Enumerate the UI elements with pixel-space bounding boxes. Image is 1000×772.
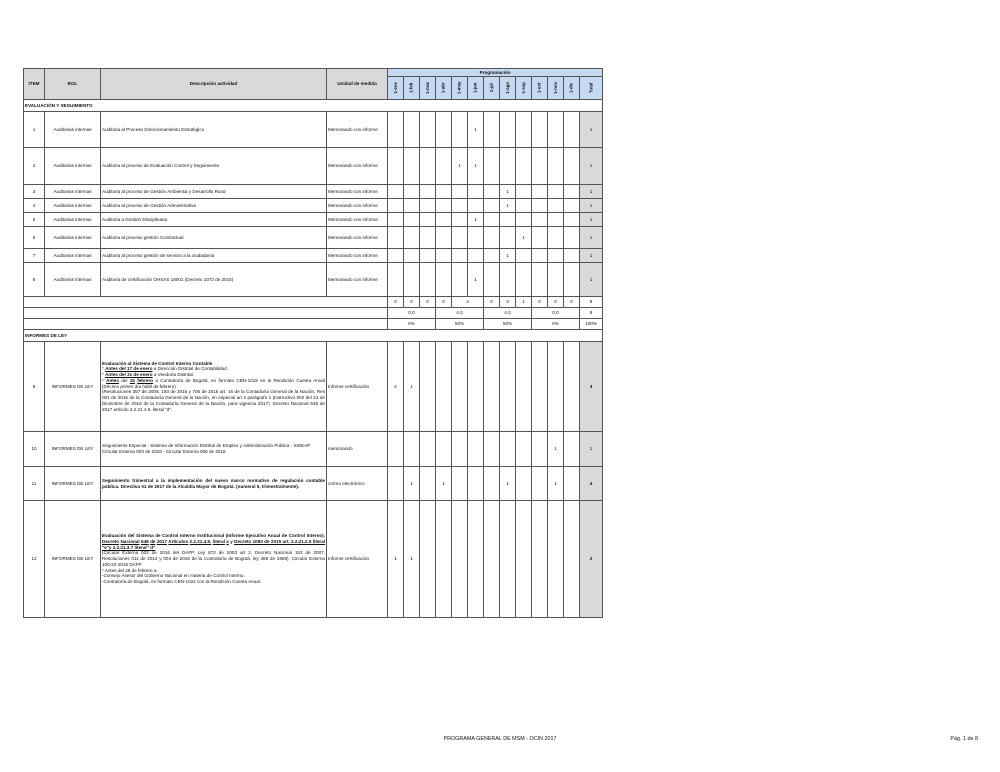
month-cell: [388, 432, 404, 467]
month-cell: [532, 227, 548, 249]
header-month: 1-ene: [388, 77, 404, 100]
month-cell: 1: [500, 199, 516, 213]
month-cell: [532, 148, 548, 185]
month-cell: [564, 227, 580, 249]
month-cell: [436, 249, 452, 263]
description-line: (Circular Externa 003 de 2016 del DAFP, Ley 872 de 2003 art 2, Decreto Nacional 153 de 2007, Resoluciones 011 de 2014 y 004 de 2016 de la Contraloría de Bogotá, ley 489 de 1998), Circular Externa 100-22-2016 DAFP: [102, 550, 325, 567]
month-cell: [420, 227, 436, 249]
item-cell: 12: [24, 501, 45, 618]
month-cell: [516, 501, 532, 618]
header-rol: ROL: [45, 69, 101, 100]
section-title-evaluacion: EVALUACIÓN Y SEGUIMIENTO: [24, 100, 603, 112]
month-cell: [420, 432, 436, 467]
unit-cell: Memorando con informe: [327, 199, 388, 213]
month-cell: [484, 501, 500, 618]
description-cell: Auditoria a Gestión Disciplinaria: [101, 213, 327, 227]
month-cell: [564, 148, 580, 185]
month-cell: [436, 112, 452, 148]
month-cell: [436, 342, 452, 432]
month-cell: 1: [516, 227, 532, 249]
month-cell: [404, 249, 420, 263]
rol-cell: Auditorias internas: [45, 263, 101, 297]
month-cell: [532, 185, 548, 199]
month-cell: [516, 342, 532, 432]
rol-cell: INFORMES DE LEY: [45, 342, 101, 432]
month-cell: [436, 148, 452, 185]
unit-cell: Memorando con informe: [327, 249, 388, 263]
header-month: 1-dic: [564, 77, 580, 100]
unit-cell: Memorando con informe: [327, 227, 388, 249]
month-cell: [388, 467, 404, 501]
month-cell: [468, 501, 484, 618]
month-cell: 1: [452, 148, 468, 185]
month-cell: [500, 501, 516, 618]
month-cell: [548, 227, 564, 249]
month-cell: 1: [404, 342, 420, 432]
month-cell: [500, 148, 516, 185]
header-month: 1-oct: [532, 77, 548, 100]
month-cell: [404, 432, 420, 467]
month-cell: [452, 342, 468, 432]
item-cell: 10: [24, 432, 45, 467]
sum-row: [24, 297, 603, 308]
percent-cell: 0%: [388, 319, 436, 330]
total-cell: 2: [580, 501, 603, 618]
description-title: Evaluación del Sistema de Control Interno Institucional (Informe Ejecutivo Anual de Control Interno). Decreto Nacional 648 de 2017 Artículos 2.2.21.4.9. literal a y Decreto 1083 de 2015 art. 2.2.21.2.5 literal "e"y 2.2.21.3.7 literal" d": [102, 533, 326, 550]
month-cell: [388, 213, 404, 227]
month-cell: 2: [388, 342, 404, 432]
month-cell: [532, 112, 548, 148]
month-cell: [548, 185, 564, 199]
table-row: [24, 227, 603, 249]
sum-cell: 3: [500, 297, 516, 308]
month-cell: 1: [548, 467, 564, 501]
unit-cell: Memorando con informe: [327, 213, 388, 227]
month-cell: [564, 467, 580, 501]
month-cell: [420, 263, 436, 297]
month-cell: [468, 432, 484, 467]
header-month: 1-may: [452, 77, 468, 100]
month-cell: [436, 227, 452, 249]
month-cell: [516, 432, 532, 467]
unit-cell: Memorando con informe: [327, 263, 388, 297]
month-cell: [452, 199, 468, 213]
month-cell: [500, 227, 516, 249]
month-cell: [436, 213, 452, 227]
item-cell: 11: [24, 467, 45, 501]
quarter-total: 8: [580, 308, 603, 319]
month-cell: [484, 263, 500, 297]
month-cell: 1: [388, 501, 404, 618]
sum-cell: 0: [436, 297, 452, 308]
total-cell: 1: [580, 263, 603, 297]
description-line: -Consejo Asesor del Gobierno Nacional en materia de Control Interno.: [102, 573, 245, 579]
rol-cell: Auditorias internas: [45, 112, 101, 148]
rol-cell: INFORMES DE LEY: [45, 432, 101, 467]
unit-cell: Memorando con informe: [327, 148, 388, 185]
month-cell: [404, 199, 420, 213]
month-cell: 1: [404, 501, 420, 618]
month-cell: [388, 185, 404, 199]
month-cell: [564, 342, 580, 432]
table-row: [24, 199, 603, 213]
unit-cell: Memorando con informe: [327, 185, 388, 199]
header-descripcion: Descripción actividad: [101, 69, 327, 100]
description-line: * Antes del 15 febrero a Contraloría de Bogotá, en formato CBN-1019 en la Rendición Cuenta Anual (Décimo primer día hábil de febrero): [102, 377, 325, 389]
month-cell: [404, 112, 420, 148]
month-cell: [548, 199, 564, 213]
sum-cell: 0: [548, 297, 564, 308]
table-row: [24, 501, 603, 618]
description-cell: [101, 501, 327, 618]
month-cell: [532, 199, 548, 213]
month-cell: [404, 227, 420, 249]
description-line: * Antes del 31 de enero a Veeduría Distrital.: [102, 372, 194, 378]
sum-cell: 4: [452, 297, 484, 308]
month-cell: [484, 199, 500, 213]
percent-cell: 0%: [532, 319, 580, 330]
description-cell: [101, 342, 327, 432]
month-cell: [484, 342, 500, 432]
month-cell: [532, 467, 548, 501]
table-row: [24, 112, 603, 148]
item-cell: 2: [24, 148, 45, 185]
month-cell: 1: [436, 467, 452, 501]
month-cell: 1: [500, 249, 516, 263]
month-cell: 1: [468, 148, 484, 185]
month-cell: [500, 432, 516, 467]
month-cell: [468, 342, 484, 432]
month-cell: [548, 501, 564, 618]
rol-cell: Auditorias internas: [45, 185, 101, 199]
description-cell: Auditoria al proceso de Gestión Ambiental y Desarrollo Rural: [101, 185, 327, 199]
item-cell: 3: [24, 185, 45, 199]
percent-row: [24, 319, 603, 330]
total-cell: 1: [580, 227, 603, 249]
table-row: [24, 213, 603, 227]
table-row: [24, 185, 603, 199]
quarter-cell: 0,0: [532, 308, 580, 319]
month-cell: [468, 249, 484, 263]
unit-cell: correo electrónico: [327, 467, 388, 501]
rol-cell: INFORMES DE LEY: [45, 501, 101, 618]
footer-page-number: Pág. 1 de 8: [950, 736, 978, 742]
table-row: [24, 148, 603, 185]
month-cell: [500, 263, 516, 297]
month-cell: [564, 112, 580, 148]
month-cell: [420, 112, 436, 148]
month-cell: [452, 185, 468, 199]
month-cell: 1: [500, 185, 516, 199]
month-cell: [388, 148, 404, 185]
month-cell: [404, 148, 420, 185]
description-line: Seguimiento Especial - Sistema de Información Distrital de Empleo y Administración Pública - SIDEAP: [102, 443, 311, 449]
table-row: [24, 249, 603, 263]
sum-cell: 0: [420, 297, 436, 308]
header-unidad: Unidad de medida: [327, 69, 388, 100]
month-cell: [420, 249, 436, 263]
month-cell: [452, 501, 468, 618]
sum-cell: 0: [564, 297, 580, 308]
table-row: [24, 432, 603, 467]
month-cell: [436, 199, 452, 213]
month-cell: [516, 148, 532, 185]
month-cell: [532, 432, 548, 467]
month-cell: [516, 263, 532, 297]
month-cell: [548, 213, 564, 227]
month-cell: [484, 148, 500, 185]
description-line: -Contraloría de Bogotá, en formato CBN-1022 con la Rendición Cuenta Anual.: [102, 579, 262, 585]
sum-cell: 0: [532, 297, 548, 308]
rol-cell: Auditorias internas: [45, 213, 101, 227]
month-cell: [500, 342, 516, 432]
total-cell: 1: [580, 112, 603, 148]
item-cell: 8: [24, 263, 45, 297]
item-cell: 7: [24, 249, 45, 263]
month-cell: [436, 185, 452, 199]
month-cell: [484, 112, 500, 148]
month-cell: [420, 185, 436, 199]
total-cell: 3: [580, 342, 603, 432]
month-cell: [564, 185, 580, 199]
unit-cell: Memorando con informe: [327, 112, 388, 148]
sum-cell: 0: [484, 297, 500, 308]
month-cell: [468, 185, 484, 199]
description-cell: Auditoria al Proceso Direccionamiento Estratégico: [101, 112, 327, 148]
month-cell: [532, 342, 548, 432]
description-line: * Antes del 28 de febrero a:: [102, 567, 158, 573]
month-cell: [516, 185, 532, 199]
section-title-informes: INFORMES DE LEY: [24, 330, 603, 342]
description-cell: Seguimiento trimestral a la implementación del nuevo marco normativo de regulación contable pública. Directiva 01 de 2017 de la Alcaldía Mayor de Bogotá. (numeral 5, trimestralmente).: [101, 467, 327, 501]
header-item: ITEM: [24, 69, 45, 100]
item-cell: 6: [24, 227, 45, 249]
header-month: 1-nov: [548, 77, 564, 100]
header-programacion: Programación: [388, 69, 603, 77]
quarter-cell: 0,0: [388, 308, 436, 319]
month-cell: 1: [468, 213, 484, 227]
month-cell: [388, 263, 404, 297]
rol-cell: INFORMES DE LEY: [45, 467, 101, 501]
item-cell: 5: [24, 213, 45, 227]
quarter-row: [24, 308, 603, 319]
month-cell: [388, 249, 404, 263]
month-cell: [548, 249, 564, 263]
month-cell: [548, 342, 564, 432]
description-cell: Auditoria al proceso gestión de servicio a la ciudadanía: [101, 249, 327, 263]
header-month: 1-jun: [468, 77, 484, 100]
unit-cell: Informe certificación: [327, 342, 388, 432]
percent-total: 100%: [580, 319, 603, 330]
month-cell: 1: [404, 467, 420, 501]
month-cell: [436, 263, 452, 297]
month-cell: [452, 263, 468, 297]
quarter-cell: 4,0: [484, 308, 532, 319]
month-cell: [516, 112, 532, 148]
description-title: Evaluación al Sistema de Control Interno Contable: [102, 360, 213, 366]
month-cell: [516, 213, 532, 227]
month-cell: [436, 432, 452, 467]
month-cell: [484, 185, 500, 199]
month-cell: [420, 501, 436, 618]
month-cell: 1: [468, 112, 484, 148]
month-cell: [516, 249, 532, 263]
footer-title: PROGRAMA GENERAL DE MSM - OCIN 2017: [443, 736, 557, 742]
month-cell: [452, 227, 468, 249]
item-cell: 9: [24, 342, 45, 432]
header-total: Total: [580, 77, 603, 100]
header-month: 1-jul: [484, 77, 500, 100]
month-cell: [452, 213, 468, 227]
total-cell: 1: [580, 249, 603, 263]
month-cell: [532, 501, 548, 618]
header-month: 1-abr: [436, 77, 452, 100]
item-cell: 1: [24, 112, 45, 148]
total-cell: 1: [580, 213, 603, 227]
month-cell: [452, 432, 468, 467]
description-cell: Auditoria de certificación OHSAS 18001 (Decreto 1072 de 2015): [101, 263, 327, 297]
month-cell: [420, 148, 436, 185]
month-cell: [388, 227, 404, 249]
program-table: [23, 68, 603, 618]
month-cell: [516, 467, 532, 501]
header-month: 1-sep: [516, 77, 532, 100]
table-row: [24, 342, 603, 432]
month-cell: [420, 213, 436, 227]
month-cell: [532, 263, 548, 297]
month-cell: [484, 227, 500, 249]
month-cell: [388, 199, 404, 213]
month-cell: [420, 467, 436, 501]
rol-cell: Auditorias internas: [45, 199, 101, 213]
month-cell: [516, 199, 532, 213]
description-cell: Auditoria al proceso de Gestión Administrativa: [101, 199, 327, 213]
quarter-cell: 4,0: [436, 308, 484, 319]
month-cell: [484, 249, 500, 263]
header-month: 1-feb: [404, 77, 420, 100]
header-month: 1-ago: [500, 77, 516, 100]
month-cell: [564, 213, 580, 227]
month-cell: [420, 199, 436, 213]
month-cell: [404, 213, 420, 227]
month-cell: [564, 249, 580, 263]
table-row: [24, 467, 603, 501]
month-cell: [500, 213, 516, 227]
month-cell: [468, 199, 484, 213]
month-cell: [468, 227, 484, 249]
description-line: * Antes del 17 de enero a Dirección Distrital de Contabilidad.: [102, 366, 228, 372]
month-cell: [532, 213, 548, 227]
month-cell: [548, 112, 564, 148]
month-cell: [564, 501, 580, 618]
sum-cell: 1: [516, 297, 532, 308]
month-cell: [500, 112, 516, 148]
unit-cell: memorando: [327, 432, 388, 467]
month-cell: 1: [548, 432, 564, 467]
month-cell: [564, 199, 580, 213]
header-month: 1-mar: [420, 77, 436, 100]
rol-cell: Auditorias internas: [45, 227, 101, 249]
month-cell: [452, 112, 468, 148]
unit-cell: Informe certificación: [327, 501, 388, 618]
sum-total: 8: [580, 297, 603, 308]
month-cell: [548, 148, 564, 185]
description-line: (Resoluciones 357 de 2008, 193 de 2016 y 706 de 2016 art. 16 de la Contaduría General de la Nación, Res 001 de 2015 de la Contaduría General de la Nación, en especial art 2 parágrafo 1 (Instructivo 002 del 21 de Diciembre de 2016 de la Contaduría General de la Nación, para vigencia 2017). Decreto Nacional 648 de 2017 artículo 2.2.21.4.9. literal "d".: [102, 389, 325, 412]
month-cell: [436, 501, 452, 618]
description-cell: Auditoria al proceso de Evaluación Control y Seguimiento: [101, 148, 327, 185]
month-cell: 1: [468, 263, 484, 297]
month-cell: [452, 249, 468, 263]
month-cell: [484, 213, 500, 227]
month-cell: [532, 249, 548, 263]
month-cell: [564, 432, 580, 467]
description-cell: [101, 432, 327, 467]
rol-cell: Auditorias internas: [45, 148, 101, 185]
month-cell: [484, 467, 500, 501]
total-cell: 4: [580, 467, 603, 501]
month-cell: [548, 263, 564, 297]
total-cell: 1: [580, 185, 603, 199]
month-cell: [452, 467, 468, 501]
sum-cell: 0: [404, 297, 420, 308]
month-cell: [404, 185, 420, 199]
month-cell: [420, 342, 436, 432]
percent-cell: 50%: [436, 319, 484, 330]
month-cell: 1: [500, 467, 516, 501]
sum-cell: 0: [388, 297, 404, 308]
total-cell: 1: [580, 148, 603, 185]
month-cell: [388, 112, 404, 148]
month-cell: [484, 432, 500, 467]
month-cell: [468, 467, 484, 501]
rol-cell: Auditorias internas: [45, 249, 101, 263]
description-line: Circular Externa 003 de 2018 - Circular Externa 006 de 2018: [102, 449, 226, 454]
month-cell: [564, 263, 580, 297]
table-row: [24, 263, 603, 297]
total-cell: 1: [580, 199, 603, 213]
month-cell: [404, 263, 420, 297]
percent-cell: 50%: [484, 319, 532, 330]
total-cell: 1: [580, 432, 603, 467]
item-cell: 4: [24, 199, 45, 213]
description-cell: Auditoria al proceso gestión Contractual: [101, 227, 327, 249]
